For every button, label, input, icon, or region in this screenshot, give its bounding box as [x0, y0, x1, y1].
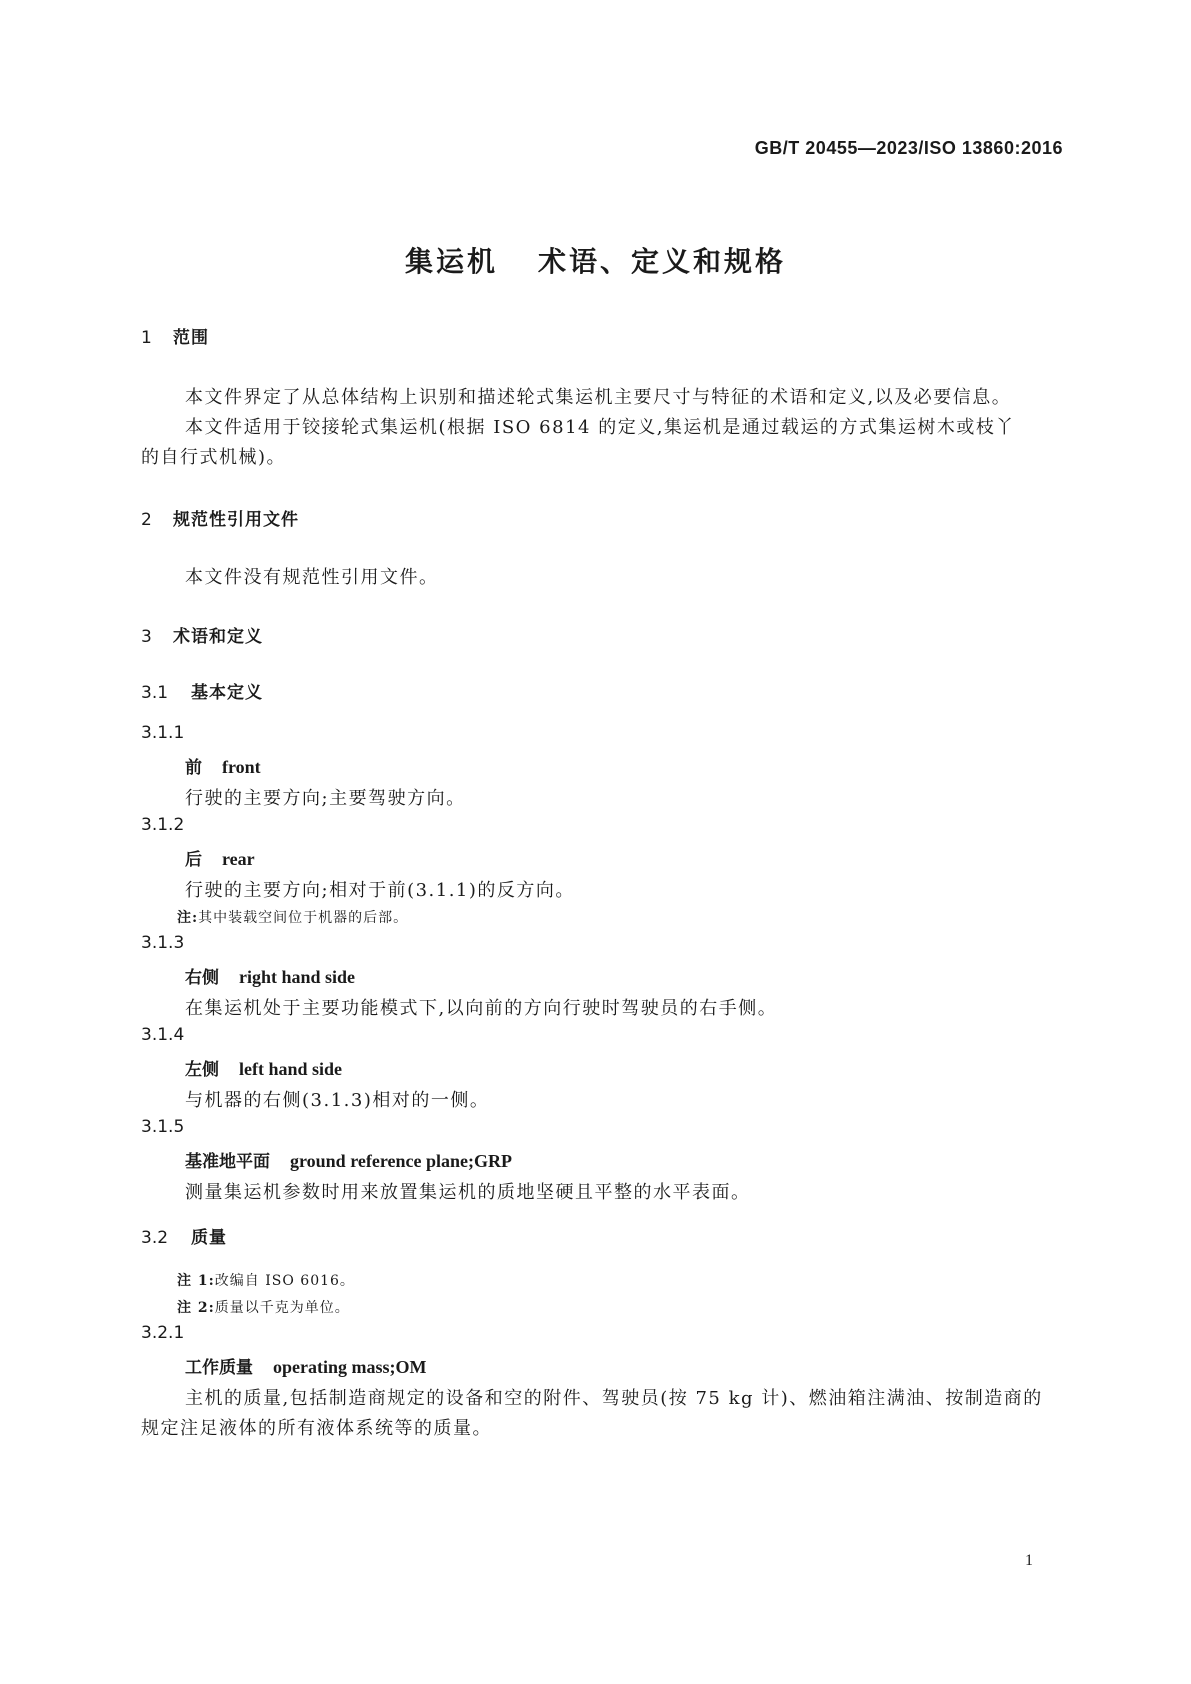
- term-3-1-4-chinese: 左侧: [185, 1060, 219, 1080]
- section-3-1-label: 基本定义: [191, 683, 263, 703]
- term-3-1-5: [185, 1147, 512, 1172]
- section-3-2-number: 3.2: [141, 1228, 169, 1248]
- term-3-1-1-chinese: 前: [185, 758, 202, 778]
- scope-paragraph-2-line-1: 本文件适用于铰接轮式集运机(根据 ISO 6814 的定义,集运机是通过载运的方式集运树木或枝丫: [185, 417, 1015, 438]
- term-3-1-3: [185, 963, 355, 988]
- section-2-heading: [141, 505, 299, 530]
- note-1-label: 注 1:: [177, 1273, 215, 1289]
- scope-paragraph-1: 本文件界定了从总体结构上识别和描述轮式集运机主要尺寸与特征的术语和定义,以及必要信息。: [185, 387, 1012, 408]
- term-3-2-1-english: operating mass;OM: [273, 1357, 427, 1377]
- title-part-2: 术语、定义和规格: [538, 245, 787, 278]
- section-1-heading: [141, 323, 209, 348]
- term-3-2-1-chinese: 工作质量: [185, 1358, 253, 1378]
- section-1-number: 1: [141, 328, 152, 348]
- term-3-1-2-note: [177, 907, 408, 927]
- scope-paragraph-2-line-2: 的自行式机械)。: [141, 447, 287, 468]
- term-3-2-1-number: 3.2.1: [141, 1323, 185, 1343]
- section-2-label: 规范性引用文件: [173, 510, 299, 530]
- term-3-1-1-english: front: [222, 757, 261, 777]
- note-2-text: 质量以千克为单位。: [214, 1300, 350, 1316]
- term-3-1-3-chinese: 右侧: [185, 968, 219, 988]
- term-3-1-4: [185, 1055, 342, 1080]
- section-2-number: 2: [141, 510, 152, 530]
- section-3-2-note-2: [177, 1297, 350, 1317]
- note-label: 注:: [177, 910, 199, 926]
- term-3-2-1: [185, 1353, 426, 1378]
- term-3-1-4-definition: 与机器的右侧(3.1.3)相对的一侧。: [185, 1090, 490, 1111]
- term-3-1-2-chinese: 后: [185, 850, 202, 870]
- term-3-1-5-english: ground reference plane;GRP: [290, 1151, 512, 1171]
- section-3-1-number: 3.1: [141, 683, 169, 703]
- section-1-label: 范围: [173, 328, 209, 348]
- section-3-heading: [141, 622, 263, 647]
- note-1-text: 改编自 ISO 6016。: [214, 1273, 355, 1289]
- term-3-1-1-number: 3.1.1: [141, 723, 185, 743]
- term-3-1-4-number: 3.1.4: [141, 1025, 185, 1045]
- normative-references-paragraph: 本文件没有规范性引用文件。: [185, 567, 439, 588]
- section-3-label: 术语和定义: [173, 627, 263, 647]
- standard-number: GB/T 20455—2023/ISO 13860:2016: [754, 138, 1063, 158]
- term-3-1-3-english: right hand side: [239, 967, 356, 987]
- term-3-1-2-number: 3.1.2: [141, 815, 185, 835]
- term-3-1-5-chinese: 基准地平面: [185, 1152, 270, 1172]
- note-2-label: 注 2:: [177, 1300, 215, 1316]
- section-3-2-label: 质量: [191, 1228, 227, 1248]
- page-number: 1: [1025, 1552, 1033, 1569]
- term-3-1-3-number: 3.1.3: [141, 933, 185, 953]
- title-part-1: 集运机: [404, 245, 498, 278]
- term-3-1-2-definition: 行驶的主要方向;相对于前(3.1.1)的反方向。: [185, 880, 575, 901]
- note-text: 其中装载空间位于机器的后部。: [198, 910, 409, 926]
- term-3-1-2-english: rear: [222, 849, 255, 869]
- term-3-1-4-english: left hand side: [239, 1059, 343, 1079]
- section-3-2-heading: [141, 1223, 227, 1248]
- term-3-1-1-definition: 行驶的主要方向;主要驾驶方向。: [185, 788, 466, 809]
- section-3-2-note-1: [177, 1270, 355, 1290]
- document-title: [0, 240, 1191, 280]
- term-3-1-2: [185, 845, 255, 870]
- section-3-number: 3: [141, 627, 152, 647]
- term-3-1-5-number: 3.1.5: [141, 1117, 185, 1137]
- term-3-1-5-definition: 测量集运机参数时用来放置集运机的质地坚硬且平整的水平表面。: [185, 1182, 751, 1203]
- term-3-2-1-definition-line-2: 规定注足液体的所有液体系统等的质量。: [141, 1418, 492, 1439]
- term-3-1-3-definition: 在集运机处于主要功能模式下,以向前的方向行驶时驾驶员的右手侧。: [185, 998, 778, 1019]
- section-3-1-heading: [141, 678, 263, 703]
- term-3-1-1: [185, 753, 261, 778]
- term-3-2-1-definition-line-1: 主机的质量,包括制造商规定的设备和空的附件、驾驶员(按 75 kg 计)、燃油箱注满油、按制造商的: [185, 1388, 1043, 1409]
